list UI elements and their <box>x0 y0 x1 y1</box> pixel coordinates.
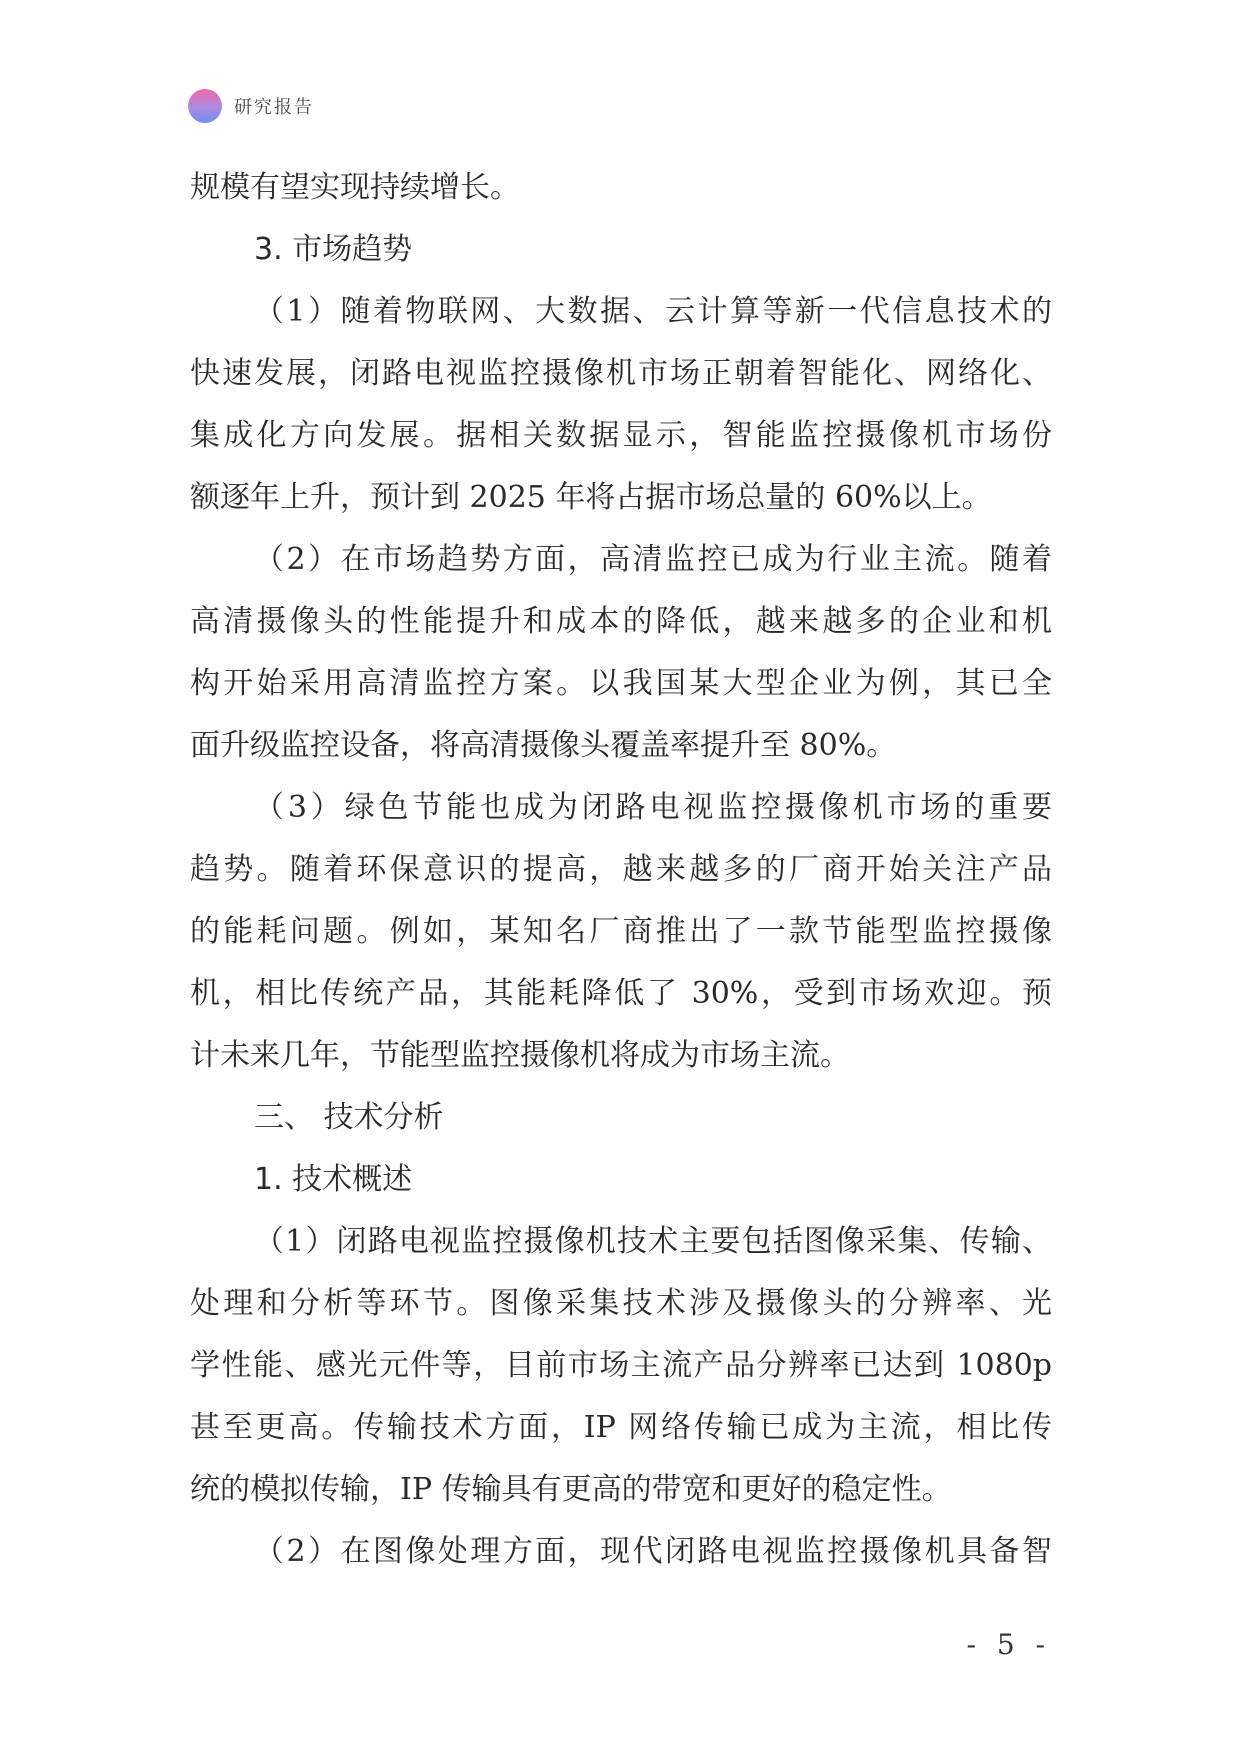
chapter-heading: 三、 技术分析 <box>254 1100 444 1135</box>
paragraph-line: 规模有望实现持续增长。 <box>190 170 520 205</box>
paragraph-line: 计未来几年，节能型监控摄像机将成为市场主流。 <box>190 1038 850 1073</box>
paragraph-line: （1）闭路电视监控摄像机技术主要包括图像采集、传输、 <box>254 1224 1052 1259</box>
paragraph-line: 趋势。随着环保意识的提高，越来越多的厂商开始关注产品 <box>190 852 1052 887</box>
paragraph-line: （2）在图像处理方面，现代闭路电视监控摄像机具备智 <box>254 1534 1052 1569</box>
section-heading: 1. 技术概述 <box>254 1162 413 1197</box>
paragraph-line: 的能耗问题。例如，某知名厂商推出了一款节能型监控摄像 <box>190 914 1052 949</box>
paragraph-line: 集成化方向发展。据相关数据显示，智能监控摄像机市场份 <box>190 418 1052 453</box>
paragraph-line: 快速发展，闭路电视监控摄像机市场正朝着智能化、网络化、 <box>190 356 1052 391</box>
header-title: 研究报告 <box>234 97 314 118</box>
paragraph-line: 额逐年上升，预计到 2025 年将占据市场总量的 60%以上。 <box>190 480 992 515</box>
page-number: - 5 - <box>966 1628 1051 1661</box>
section-heading: 3. 市场趋势 <box>254 232 413 267</box>
paragraph-line: （3）绿色节能也成为闭路电视监控摄像机市场的重要 <box>254 790 1052 825</box>
paragraph-line: 统的模拟传输，IP 传输具有更高的带宽和更好的稳定性。 <box>190 1472 952 1507</box>
paragraph-line: 学性能、感光元件等，目前市场主流产品分辨率已达到 1080p <box>190 1348 1052 1383</box>
paragraph-line: 构开始采用高清监控方案。以我国某大型企业为例，其已全 <box>190 666 1052 701</box>
paragraph-line: 面升级监控设备，将高清摄像头覆盖率提升至 80%。 <box>190 728 897 763</box>
paragraph-line: 高清摄像头的性能提升和成本的降低，越来越多的企业和机 <box>190 604 1052 639</box>
paragraph-line: （2）在市场趋势方面，高清监控已成为行业主流。随着 <box>254 542 1052 577</box>
logo-icon <box>188 89 222 123</box>
paragraph-line: 机，相比传统产品，其能耗降低了 30%，受到市场欢迎。预 <box>190 976 1052 1011</box>
report-header <box>188 88 314 124</box>
paragraph-line: （1）随着物联网、大数据、云计算等新一代信息技术的 <box>254 294 1052 329</box>
paragraph-line: 甚至更高。传输技术方面，IP 网络传输已成为主流，相比传 <box>190 1410 1052 1445</box>
paragraph-line: 处理和分析等环节。图像采集技术涉及摄像头的分辨率、光 <box>190 1286 1052 1321</box>
document-body <box>190 157 1052 1583</box>
